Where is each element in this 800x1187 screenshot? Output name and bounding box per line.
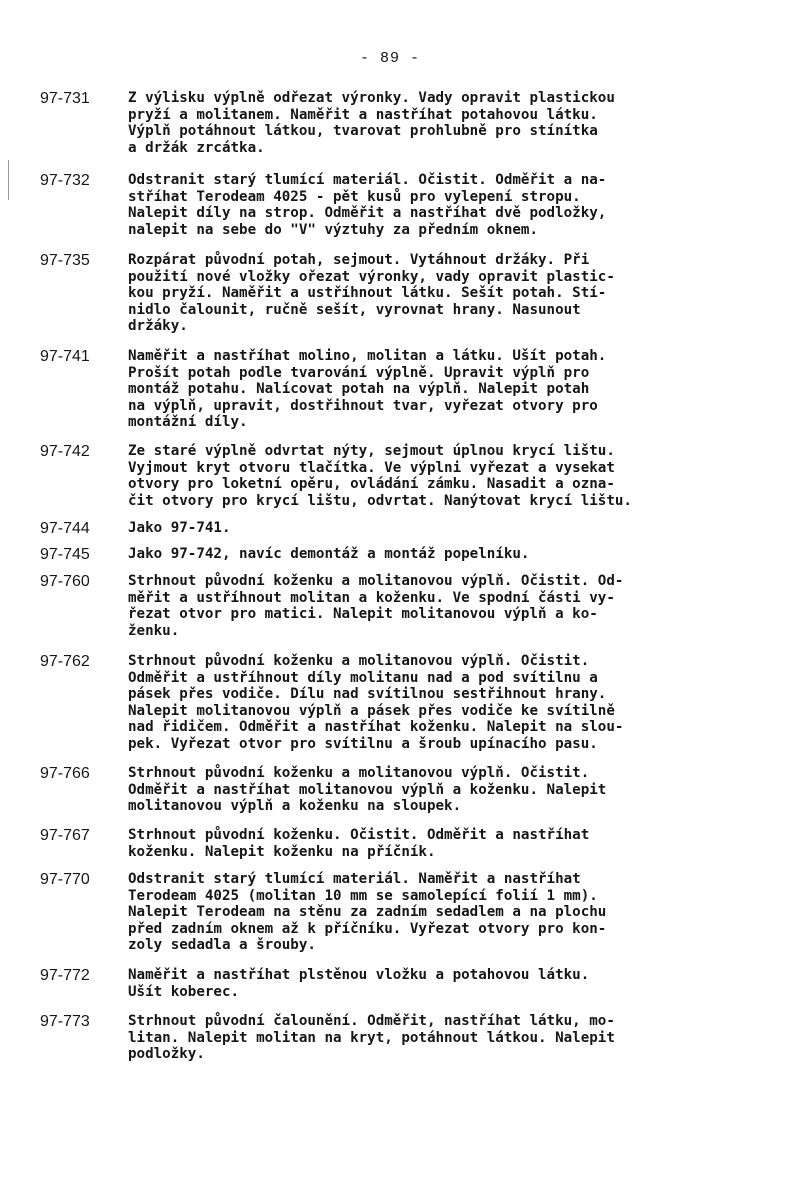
entry-text: Rozpárat původní potah, sejmout. Vytáhnout držáky. Při použití nové vložky ořezat výronky, vady opravit plastic- kou pryží. Naměřit a ustříhnout látku. Sešít potah. Stí- nidlo čalounit, ručně sešít, vyrovnat hrany. Nasunout držáky. xyxy=(128,252,615,335)
entry-text: Naměřit a nastříhat plstěnou vložku a potahovou látku. Ušít koberec. xyxy=(128,967,590,1000)
entry-text: Strhnout původní koženku a molitanovou výplň. Očistit. Odměřit a ustříhnout díly molitanu nad a pod svítilnu a pásek přes vodiče. Dílu nad svítilnou sestřihnout hrany. Nalepit molitanovou výplň a pásek přes vodiče ke svítilně nad řidičem. Odměřit a nastříhat koženku. Nalepit na slou- pek. Vyřezat otvor pro svítilnu a šroub upínacího pasu. xyxy=(128,653,624,752)
entry-text: Strhnout původní koženku a molitanovou výplň. Očistit. Od- měřit a ustříhnout molitan a koženku. Ve spodní části vy- řezat otvor pro matici. Nalepit molitanovou výplň a ko- ženku. xyxy=(128,573,624,639)
page-number: - 89 - xyxy=(360,50,421,67)
entry-code: 97-745 xyxy=(40,546,90,563)
entry-text: Odstranit starý tlumící materiál. Naměřit a nastříhat Terodeam 4025 (molitan 10 mm se samolepící folií 1 mm). Nalepit Terodeam na stěnu za zadním sedadlem a na plochu před zadním oknem až k příčníku. Vyřezat otvory pro kon- zoly sedadla a šrouby. xyxy=(128,871,607,954)
entry-code: 97-741 xyxy=(40,348,90,365)
entry-text: Odstranit starý tlumící materiál. Očistit. Odměřit a na- stříhat Terodeam 4025 - pět kusů pro vylepení stropu. Nalepit díly na strop. Odměřit a nastříhat dvě podložky, nalepit na sebe do "V" výztuhy za předním oknem. xyxy=(128,172,607,238)
entry-code: 97-772 xyxy=(40,967,90,984)
entry-code: 97-735 xyxy=(40,252,90,269)
entry-code: 97-766 xyxy=(40,765,90,782)
entry-text: Strhnout původní koženku. Očistit. Odměřit a nastříhat koženku. Nalepit koženku na příčník. xyxy=(128,827,590,860)
entry-code: 97-762 xyxy=(40,653,90,670)
entry-text: Strhnout původní čalounění. Odměřit, nastříhat látku, mo- litan. Nalepit molitan na kryt, potáhnout látkou. Nalepit podložky. xyxy=(128,1013,615,1063)
margin-mark xyxy=(8,160,9,200)
entry-code: 97-760 xyxy=(40,573,90,590)
entry-code: 97-767 xyxy=(40,827,90,844)
entry-text: Z výlisku výplně odřezat výronky. Vady opravit plastickou pryží a molitanem. Naměřit a nastříhat potahovou látku. Výplň potáhnout látkou, tvarovat prohlubně pro stínítka a držák zrcátka. xyxy=(128,90,615,156)
entry-text: Strhnout původní koženku a molitanovou výplň. Očistit. Odměřit a nastříhat molitanovou výplň a koženku. Nalepit molitanovou výplň a koženku na sloupek. xyxy=(128,765,607,815)
entry-code: 97-744 xyxy=(40,520,90,537)
entry-text: Jako 97-742, navíc demontáž a montáž popelníku. xyxy=(128,546,530,562)
entry-text: Naměřit a nastříhat molino, molitan a látku. Ušít potah. Prošít potah podle tvarování výplně. Upravit výplň pro montáž potahu. Nalícovat potah na výplň. Nalepit potah na výplň, upravit, dostřihnout tvar, vyřezat otvory pro montážní díly. xyxy=(128,348,607,431)
entry-text: Ze staré výplně odvrtat nýty, sejmout úplnou krycí lištu. Vyjmout kryt otvoru tlačítka. Ve výplni vyřezat a vysekat otvory pro loketní opěru, ovládání zámku. Nasadit a ozna- čit otvory pro krycí lištu, odvrtat. Nanýtovat krycí lištu. xyxy=(128,443,632,509)
entry-code: 97-731 xyxy=(40,90,90,107)
entry-text: Jako 97-741. xyxy=(128,520,231,536)
entry-code: 97-742 xyxy=(40,443,90,460)
entry-code: 97-732 xyxy=(40,172,90,189)
entry-code: 97-770 xyxy=(40,871,90,888)
entry-code: 97-773 xyxy=(40,1013,90,1030)
